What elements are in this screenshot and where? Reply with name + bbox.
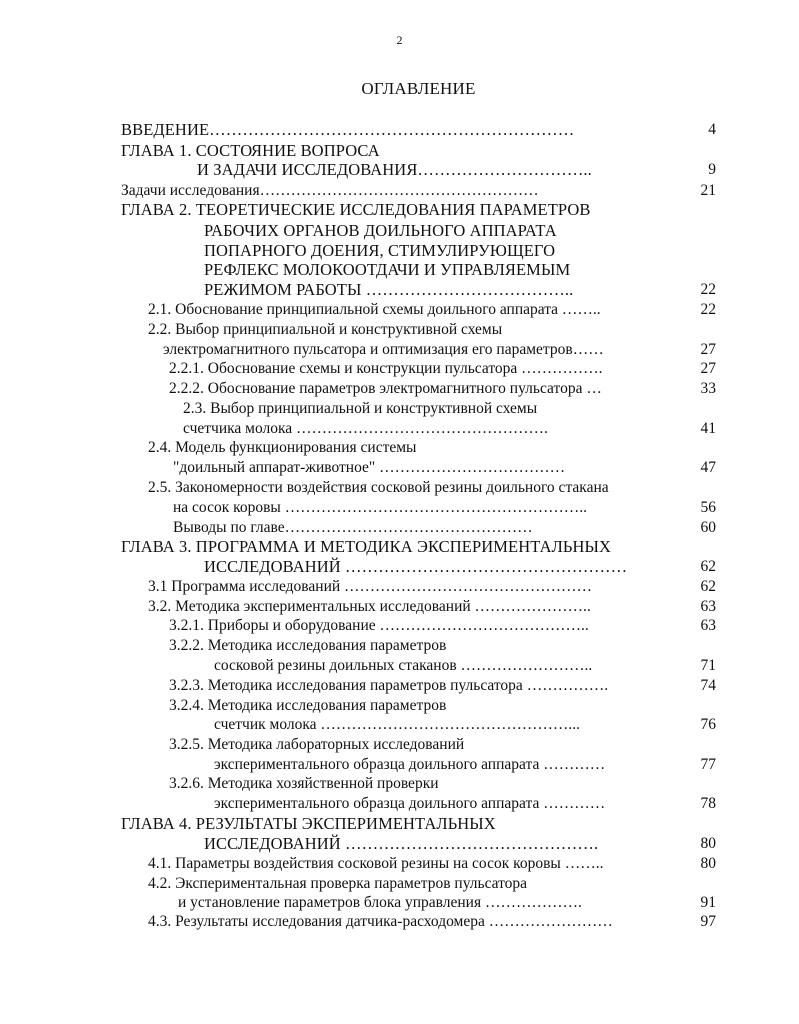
toc-entry-text: 3.2.1. Приборы и оборудование …………………………………..: [169, 617, 589, 634]
toc-entry-text: РАБОЧИХ ОРГАНОВ ДОИЛЬНОГО АППАРАТА: [204, 221, 557, 240]
toc-entry-page: 63: [700, 617, 716, 634]
toc-entry-text: 3.2.5. Методика лабораторных исследований: [169, 736, 465, 753]
toc-entry-text: РЕФЛЕКС МОЛОКООТДАЧИ И УПРАВЛЯЕМЫМ: [204, 260, 571, 279]
toc-entry-text: 2.2.1. Обоснование схемы и конструкции пульсатора …………….: [169, 360, 603, 377]
toc-entry-page: 62: [700, 558, 716, 575]
toc-entry-text: 2.1. Обоснование принципиальной схемы доильного аппарата ……..: [148, 301, 601, 318]
toc-entry-page: 60: [700, 519, 716, 536]
toc-entry-text: 2.2.2. Обоснование параметров электромагнитного пульсатора …: [169, 380, 602, 397]
toc-entry-text: счетчик молока …………………………………………...: [214, 716, 581, 733]
toc-entry-page: 78: [700, 795, 716, 812]
toc-entry-text: ГЛАВА 2. ТЕОРЕТИЧЕСКИЕ ИССЛЕДОВАНИЯ ПАРАМЕТРОВ: [121, 200, 591, 219]
toc-title: ОГЛАВЛЕНИЕ: [361, 79, 476, 98]
toc-entry-text: 2.5. Закономерности воздействия сосковой резины доильного стакана: [148, 479, 609, 496]
toc-entry-text: 2.3. Выбор принципиальной и конструктивной схемы: [183, 400, 538, 417]
toc-entry-text: Задачи исследования………………………………………………: [121, 182, 539, 199]
toc-entry-text: ГЛАВА 4. РЕЗУЛЬТАТЫ ЭКСПЕРИМЕНТАЛЬНЫХ: [121, 814, 496, 833]
toc-entry-text: 4.2. Экспериментальная проверка параметров пульсатора: [148, 875, 528, 892]
toc-entry-page: 62: [700, 578, 716, 595]
toc-entry-page: 91: [700, 894, 716, 911]
toc-entry-page: 80: [700, 835, 716, 852]
toc-entry-page: 9: [708, 161, 716, 178]
toc-entry-page: 4: [708, 121, 716, 138]
toc-entry-page: 22: [700, 281, 716, 298]
toc-entry-text: сосковой резины доильных стаканов ……………………..: [214, 657, 593, 674]
toc-entry-text: счетчика молока ………………………………………….: [183, 420, 548, 437]
toc-entry-text: 3.2.6. Методика хозяйственной проверки: [169, 775, 439, 792]
toc-entry-page: 71: [700, 657, 716, 674]
toc-entry-page: 74: [700, 677, 716, 694]
toc-entry-page: 63: [700, 598, 716, 615]
toc-entry-page: 33: [700, 380, 716, 397]
toc-entry-text: 3.2.3. Методика исследования параметров пульсатора …………….: [169, 677, 609, 694]
toc-entry-text: ИССЛЕДОВАНИЙ ……………………………………………: [204, 557, 628, 576]
toc-entry-text: 3.1 Программа исследований …………………………………………: [148, 578, 593, 595]
toc-entry-page: 47: [700, 459, 716, 476]
toc-entry-text: экспериментального образца доильного аппарата …………: [214, 795, 606, 812]
toc-entry-text: ИССЛЕДОВАНИЙ ……………………………………….: [204, 834, 599, 853]
toc-entry-text: 4.1. Параметры воздействия сосковой резины на сосок коровы ……..: [148, 855, 604, 872]
toc-entry-text: ГЛАВА 1. СОСТОЯНИЕ ВОПРОСА: [121, 141, 380, 160]
toc-entry-text: И ЗАДАЧИ ИССЛЕДОВАНИЯ…………………………..: [197, 160, 592, 179]
toc-entry-text: 2.2. Выбор принципиальной и конструктивной схемы: [148, 321, 503, 338]
toc-entry-text: и установление параметров блока управления ……………….: [178, 894, 582, 911]
toc-entry-text: экспериментального образца доильного аппарата …………: [214, 756, 606, 773]
toc-entry-text: "доильный аппарат-животное" ………………………………: [173, 459, 566, 476]
toc-entry-text: 3.2. Методика экспериментальных исследований …………………..: [148, 598, 591, 615]
toc-entry-text: ГЛАВА 3. ПРОГРАММА И МЕТОДИКА ЭКСПЕРИМЕНТАЛЬНЫХ: [121, 537, 611, 556]
toc-entry-page: 22: [700, 301, 716, 318]
toc-entry-page: 27: [700, 360, 716, 377]
page-number: 2: [396, 33, 403, 47]
toc-entry-page: 21: [700, 182, 716, 199]
toc-entry-page: 41: [700, 420, 716, 437]
toc-entry-text: на сосок коровы …………………………………………………..: [173, 499, 587, 516]
toc-entry-text: электромагнитного пульсатора и оптимизация его параметров……: [163, 341, 604, 358]
toc-entry-page: 56: [700, 499, 716, 516]
toc-entry-text: 3.2.2. Методика исследования параметров: [169, 637, 447, 654]
toc-entry-page: 27: [700, 341, 716, 358]
toc-entry-text: ПОПАРНОГО ДОЕНИЯ, СТИМУЛИРУЮЩЕГО: [204, 241, 556, 260]
toc-entry-page: 80: [700, 855, 716, 872]
toc-entry-text: Выводы по главе…………………………………………: [173, 519, 533, 536]
toc-entry-text: 3.2.4. Методика исследования параметров: [169, 697, 447, 714]
toc-entry-text: 4.3. Результаты исследования датчика-расходомера ……………………: [148, 913, 613, 930]
toc-entry-page: 77: [700, 756, 716, 773]
toc-entry-text: ВВЕДЕНИЕ…………………………………………………………: [121, 120, 575, 139]
toc-entry-text: РЕЖИМОМ РАБОТЫ ………………………………..: [204, 280, 574, 299]
toc-entry-page: 97: [700, 913, 716, 930]
toc-entry-text: 2.4. Модель функционирования системы: [148, 439, 417, 456]
toc-entry-page: 76: [700, 716, 716, 733]
